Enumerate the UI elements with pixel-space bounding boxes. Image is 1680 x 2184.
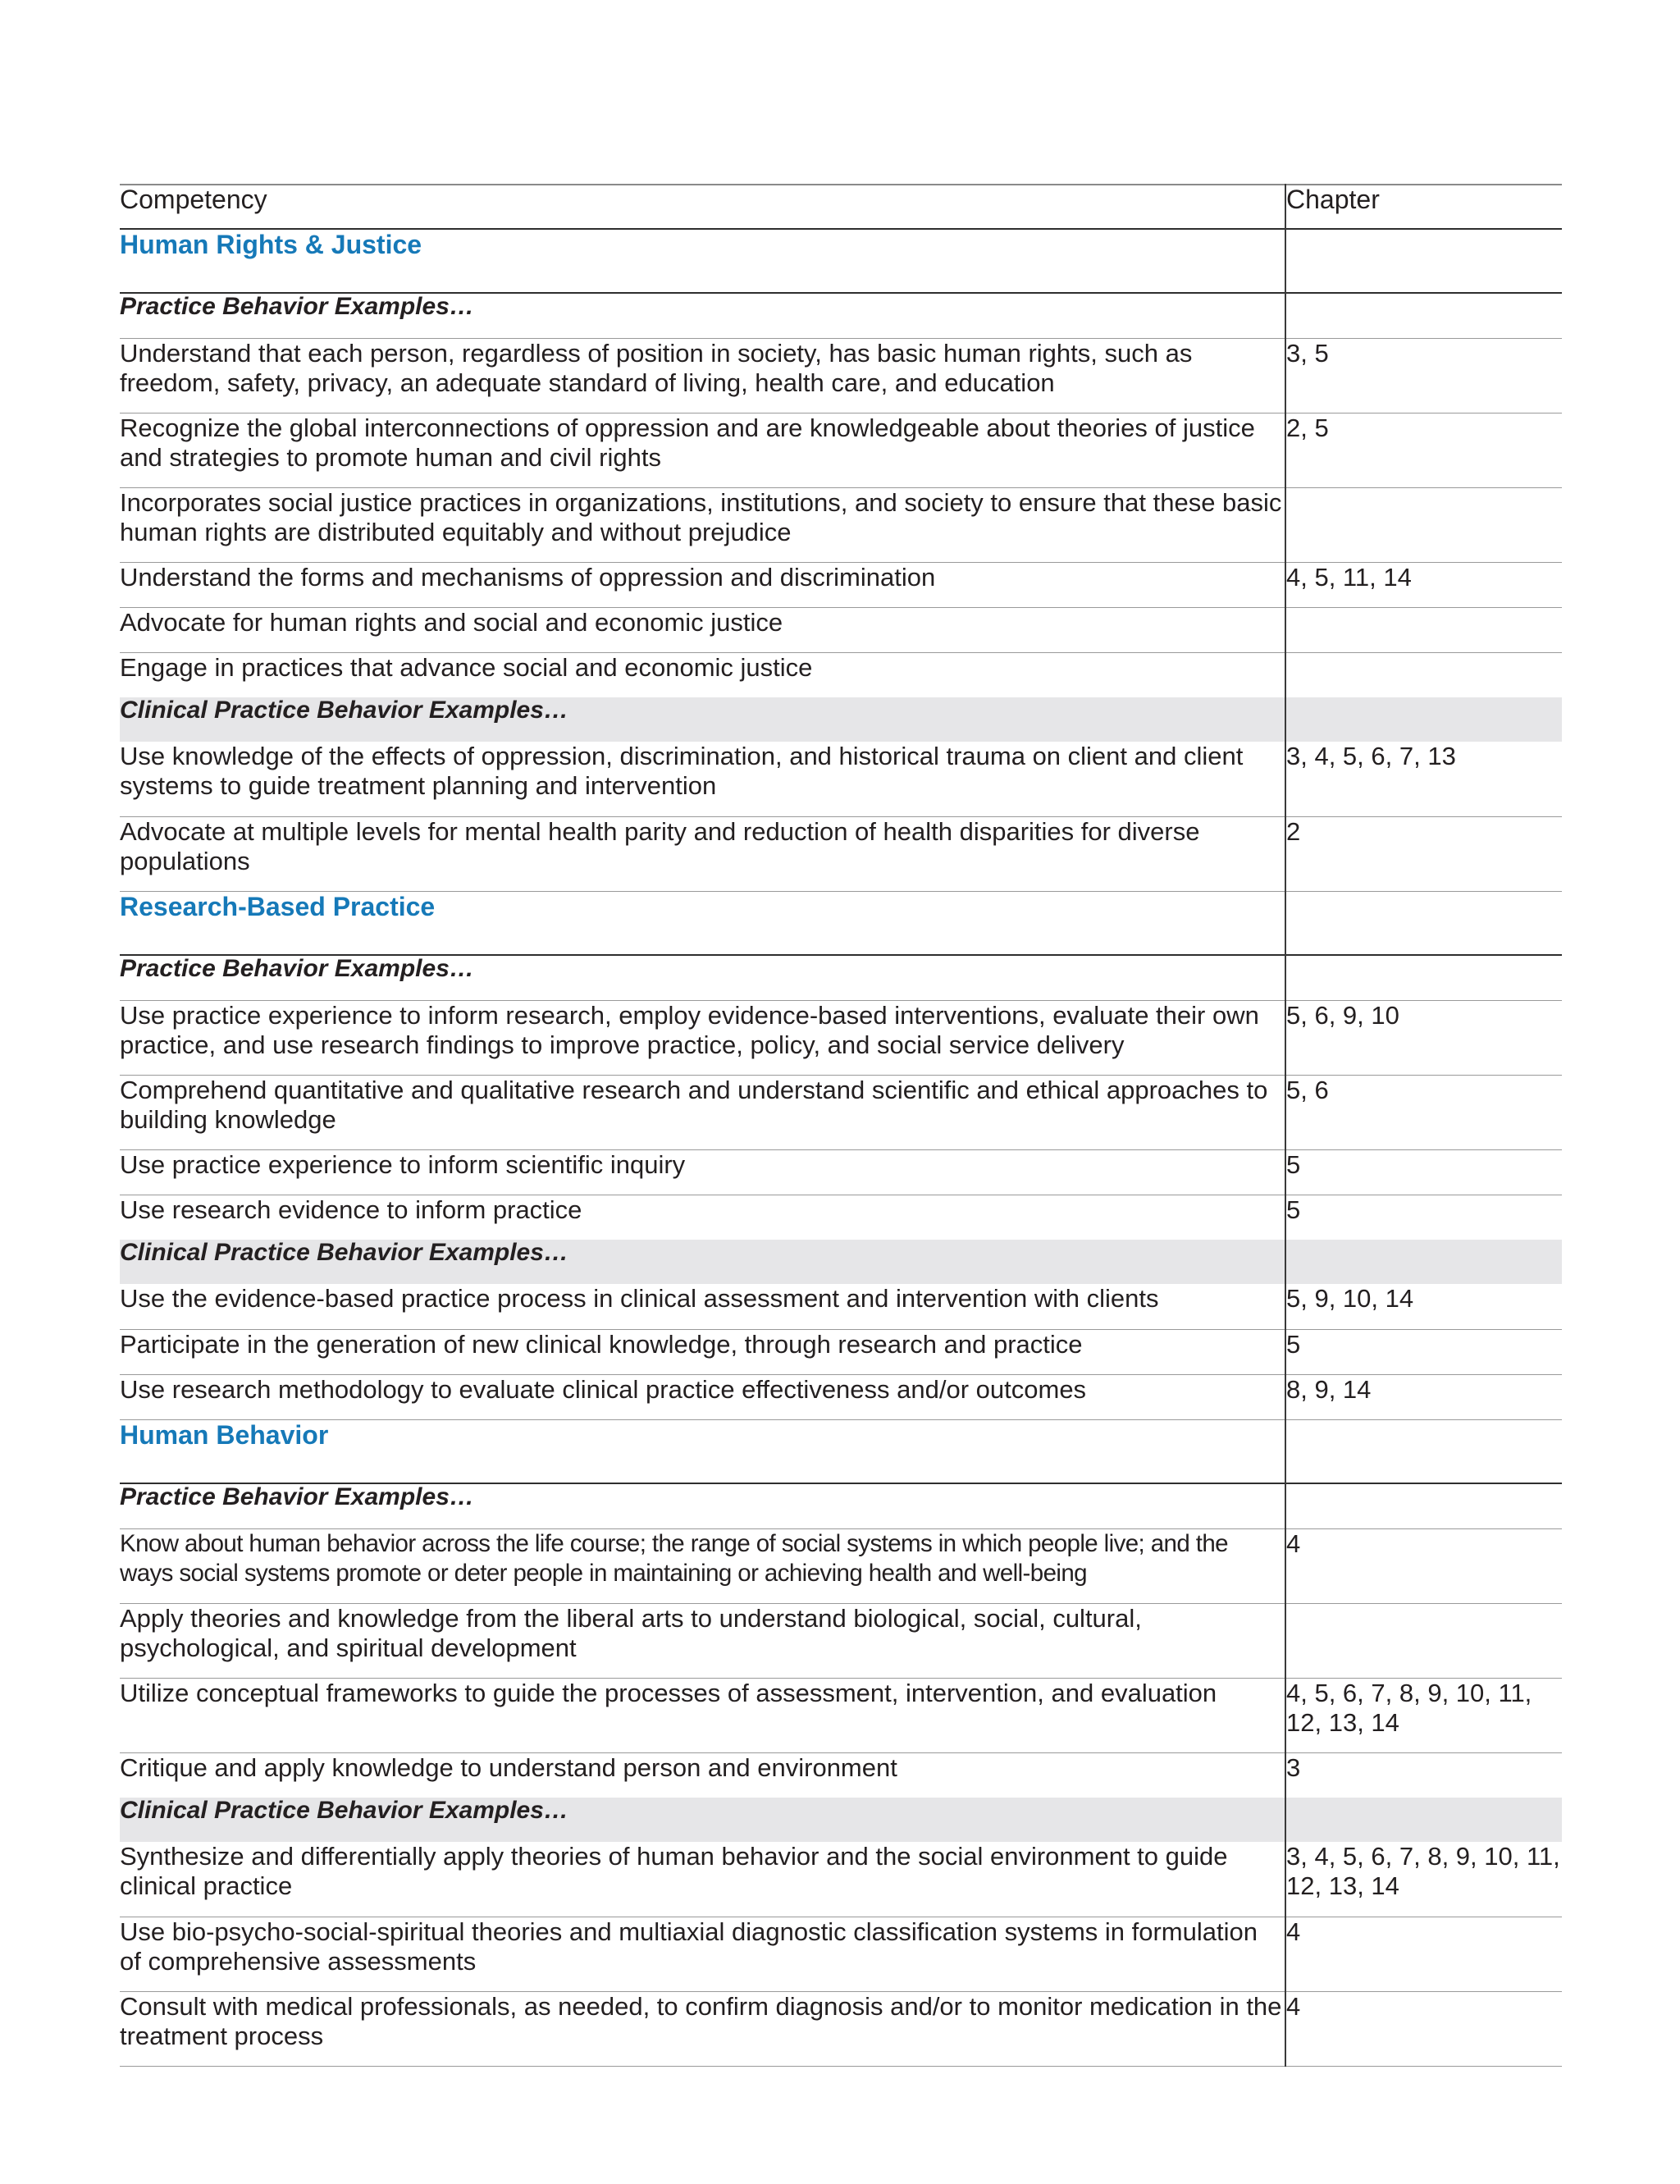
chapter-cell: 5 [1285, 1149, 1562, 1195]
section-heading-row [120, 229, 1562, 293]
chapter-cell: 2, 5 [1285, 413, 1562, 487]
chapter-cell [1285, 1419, 1562, 1483]
table-row [120, 1374, 1562, 1419]
chapter-cell: 3, 5 [1285, 338, 1562, 413]
practice-label-row [120, 1483, 1562, 1528]
chapter-cell [1285, 697, 1562, 742]
table-row [120, 1000, 1562, 1075]
table-row [120, 1752, 1562, 1798]
clinical-label-row [120, 1798, 1562, 1842]
chapter-cell: 5, 6 [1285, 1075, 1562, 1149]
chapter-cell: 4 [1285, 1528, 1562, 1603]
chapter-cell [1285, 1798, 1562, 1842]
chapter-cell [1285, 1603, 1562, 1678]
table-row [120, 562, 1562, 607]
table-row [120, 487, 1562, 562]
practice-behavior-label: Practice Behavior Examples… [120, 955, 474, 982]
chapter-cell [1285, 607, 1562, 652]
table-row [120, 338, 1562, 413]
chapter-cell: 3, 4, 5, 6, 7, 8, 9, 10, 11, 12, 13, 14 [1285, 1842, 1562, 1917]
table-row [120, 1528, 1562, 1603]
chapter-cell [1285, 487, 1562, 562]
competency-text: Know about human behavior across the life course; the range of social systems in which people live; and the ways social systems promote or deter people in maintaining or achieving health and well-being [120, 1529, 1228, 1587]
chapter-cell: 5, 6, 9, 10 [1285, 1000, 1562, 1075]
chapter-cell: 8, 9, 14 [1285, 1374, 1562, 1419]
table-row [120, 1075, 1562, 1149]
competency-text: Incorporates social justice practices in organizations, institutions, and society to ensure that these basic human rights are distributed equitably and without prejudice [120, 487, 1282, 546]
chapter-cell [1285, 652, 1562, 697]
competency-column-header: Competency [120, 185, 267, 214]
chapter-cell [1285, 891, 1562, 955]
chapter-cell: 3 [1285, 1752, 1562, 1798]
table-row [120, 607, 1562, 652]
chapter-cell: 2 [1285, 816, 1562, 891]
table-row [120, 413, 1562, 487]
chapter-cell [1285, 955, 1562, 1000]
table-row [120, 1149, 1562, 1195]
clinical-behavior-label: Clinical Practice Behavior Examples… [120, 1239, 568, 1266]
competency-text: Understand the forms and mechanisms of oppression and discrimination [120, 562, 936, 592]
competency-text: Engage in practices that advance social and economic justice [120, 652, 813, 682]
practice-behavior-label: Practice Behavior Examples… [120, 1483, 474, 1510]
competency-table-page [120, 184, 1562, 2067]
table-row [120, 1991, 1562, 2066]
chapter-cell: 3, 4, 5, 6, 7, 13 [1285, 742, 1562, 816]
chapter-cell [1285, 1240, 1562, 1284]
practice-label-row [120, 293, 1562, 338]
clinical-label-row [120, 1240, 1562, 1284]
competency-text: Recognize the global interconnections of oppression and are knowledgeable about theories of justice and strategies to promote human and civil rights [120, 413, 1255, 472]
competency-text: Use bio-psycho-social-spiritual theories and multiaxial diagnostic classification systems in formulation of comprehensive assessments [120, 1917, 1258, 1976]
section-title: Research-Based Practice [120, 891, 436, 921]
table-header-row [120, 185, 1562, 229]
chapter-cell [1285, 229, 1562, 293]
table-row [120, 652, 1562, 697]
section-heading-row [120, 891, 1562, 955]
competency-text: Use practice experience to inform research, employ evidence-based interventions, evaluate their own practice, and use research findings to improve practice, policy, and social service delivery [120, 1000, 1259, 1059]
section-heading-row [120, 1419, 1562, 1483]
competency-text: Participate in the generation of new clinical knowledge, through research and practice [120, 1329, 1083, 1359]
chapter-cell: 4 [1285, 1991, 1562, 2066]
section-title: Human Rights & Justice [120, 230, 422, 259]
chapter-cell: 4, 5, 6, 7, 8, 9, 10, 11, 12, 13, 14 [1285, 1678, 1562, 1752]
competency-text: Advocate for human rights and social and economic justice [120, 607, 783, 637]
table-row [120, 1329, 1562, 1374]
competency-text: Advocate at multiple levels for mental health parity and reduction of health disparities for diverse populations [120, 816, 1200, 875]
competency-text: Use knowledge of the effects of oppression, discrimination, and historical trauma on client and client systems to guide treatment planning and intervention [120, 742, 1244, 800]
clinical-behavior-label: Clinical Practice Behavior Examples… [120, 1797, 568, 1824]
section-title: Human Behavior [120, 1419, 329, 1450]
table-row [120, 1195, 1562, 1240]
practice-behavior-label: Practice Behavior Examples… [120, 293, 474, 320]
table-row [120, 1284, 1562, 1329]
chapter-cell: 4 [1285, 1917, 1562, 1991]
table-row [120, 816, 1562, 891]
clinical-label-row [120, 697, 1562, 742]
competency-text: Utilize conceptual frameworks to guide the processes of assessment, intervention, and evaluation [120, 1678, 1217, 1707]
competency-text: Use research methodology to evaluate clinical practice effectiveness and/or outcomes [120, 1374, 1087, 1404]
table-row [120, 742, 1562, 816]
competency-text: Consult with medical professionals, as needed, to confirm diagnosis and/or to monitor medication in the treatment process [120, 1991, 1282, 2050]
table-row [120, 1842, 1562, 1917]
competency-text: Use practice experience to inform scientific inquiry [120, 1149, 686, 1179]
practice-label-row [120, 955, 1562, 1000]
chapter-cell: 5 [1285, 1329, 1562, 1374]
competency-text: Apply theories and knowledge from the liberal arts to understand biological, social, cultural, psychological, and spiritual development [120, 1603, 1142, 1662]
table-row [120, 1917, 1562, 1991]
clinical-behavior-label: Clinical Practice Behavior Examples… [120, 697, 568, 724]
competency-table [120, 184, 1562, 2067]
competency-text: Use research evidence to inform practice [120, 1195, 582, 1224]
competency-text: Use the evidence-based practice process in clinical assessment and intervention with clients [120, 1284, 1159, 1313]
table-row [120, 1603, 1562, 1678]
chapter-cell [1285, 1483, 1562, 1528]
table-row [120, 1678, 1562, 1752]
chapter-column-header: Chapter [1285, 185, 1562, 229]
chapter-cell: 4, 5, 11, 14 [1285, 562, 1562, 607]
chapter-cell [1285, 293, 1562, 338]
competency-text: Synthesize and differentially apply theories of human behavior and the social environment to guide clinical practice [120, 1842, 1228, 1900]
competency-text: Comprehend quantitative and qualitative research and understand scientific and ethical approaches to building knowledge [120, 1075, 1268, 1134]
competency-text: Understand that each person, regardless of position in society, has basic human rights, such as freedom, safety, privacy, an adequate standard of living, health care, and education [120, 338, 1193, 397]
chapter-cell: 5, 9, 10, 14 [1285, 1284, 1562, 1329]
competency-text: Critique and apply knowledge to understand person and environment [120, 1752, 897, 1782]
chapter-cell: 5 [1285, 1195, 1562, 1240]
